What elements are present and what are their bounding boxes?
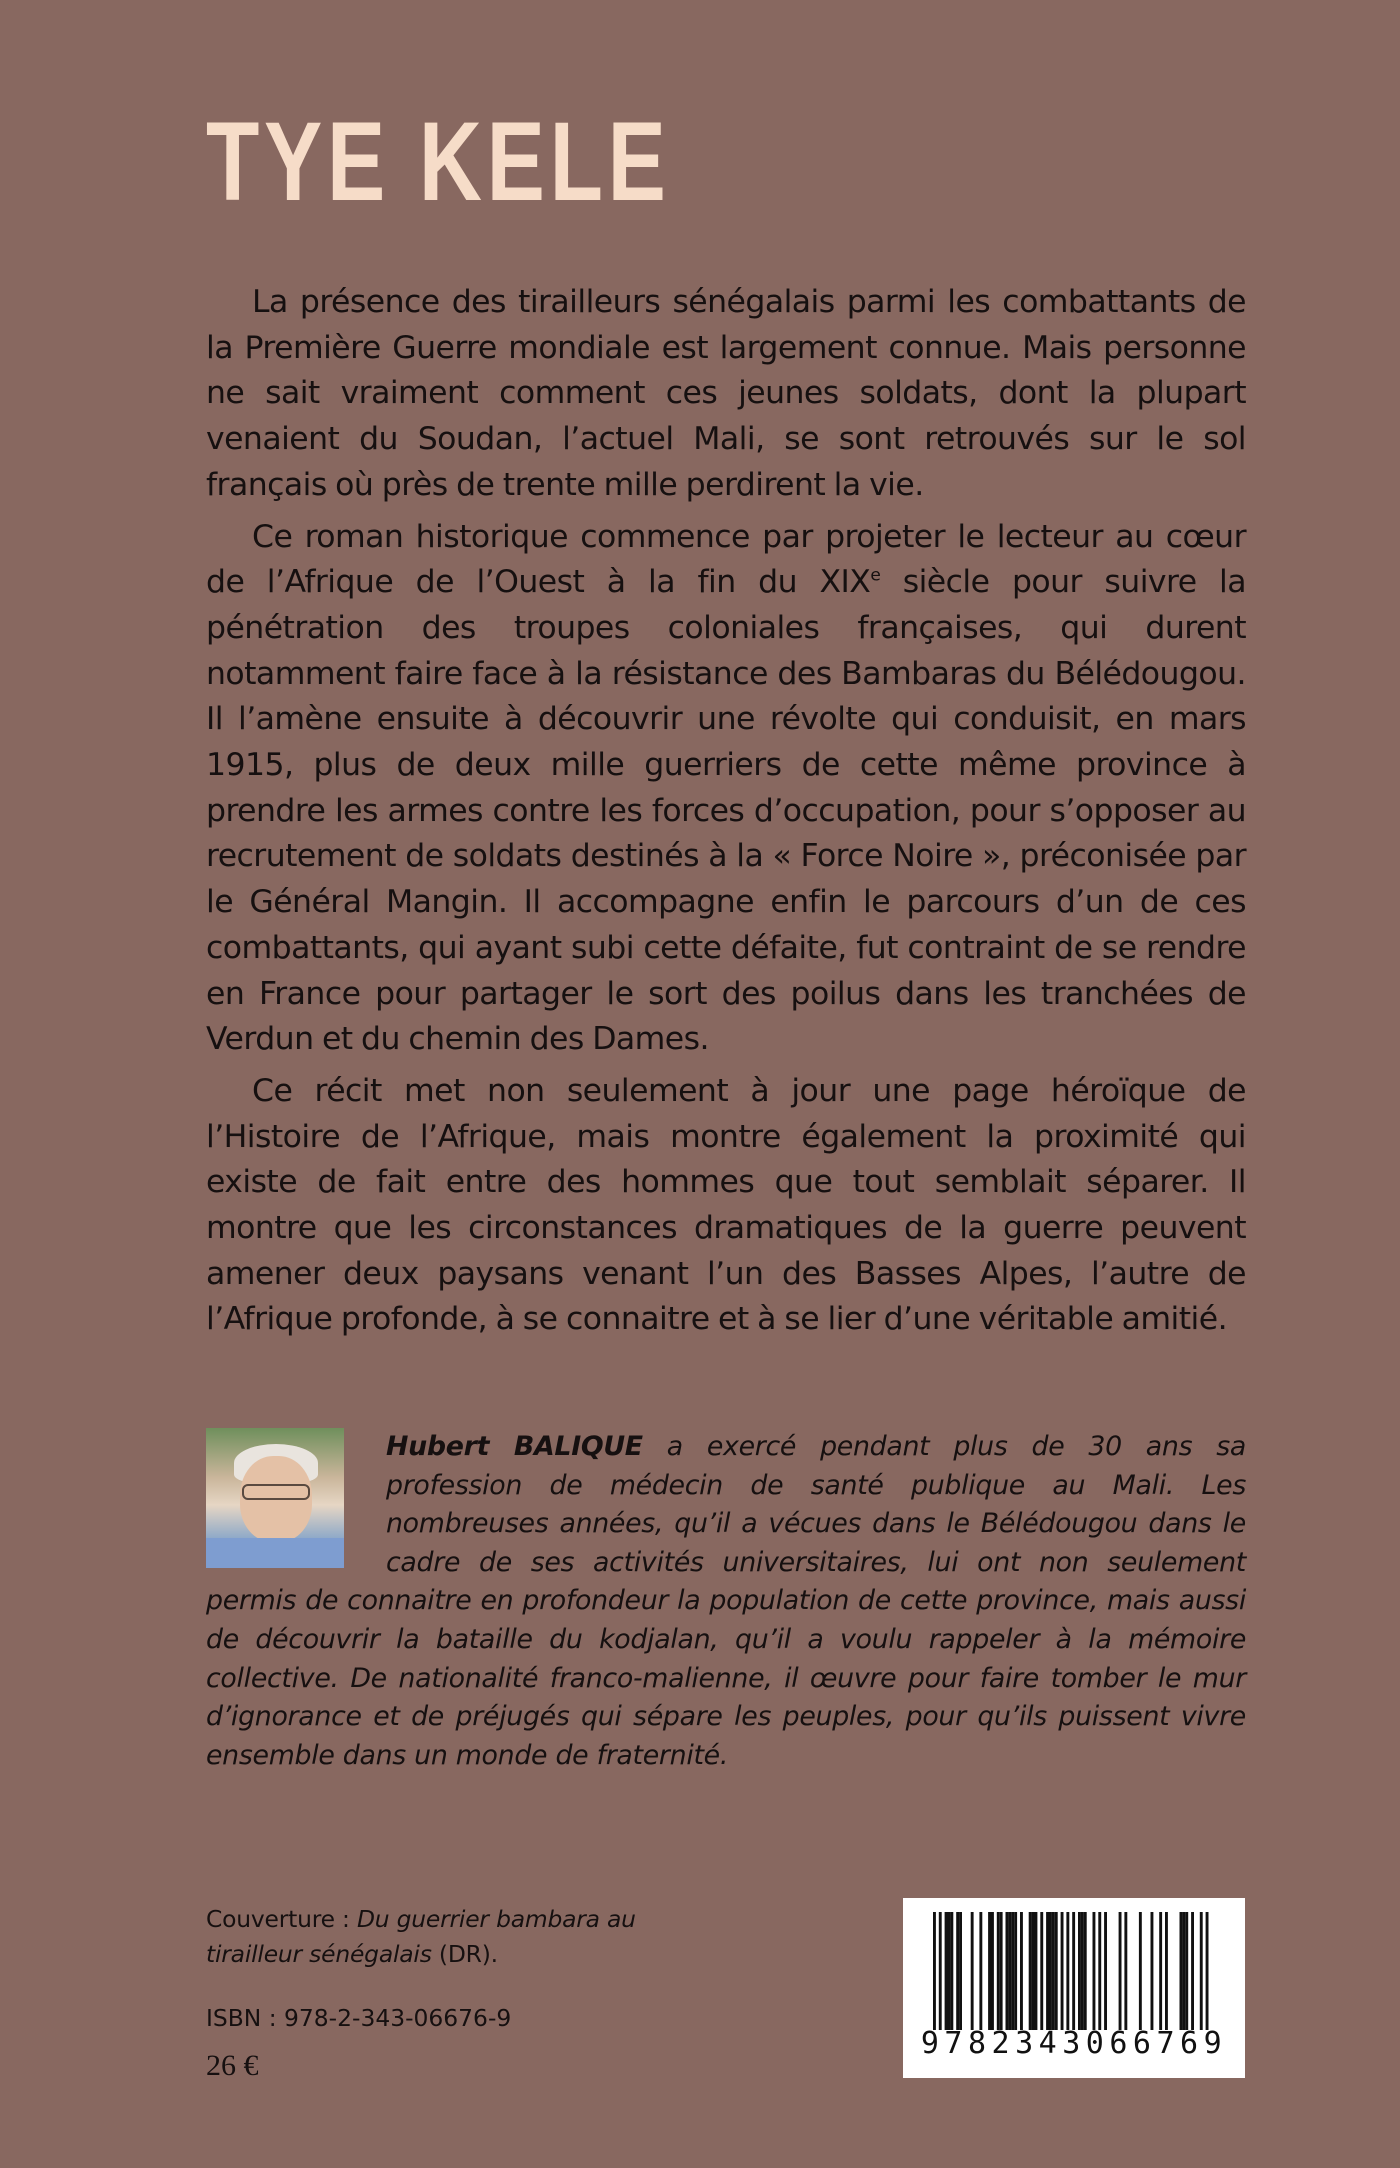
barcode-bar xyxy=(971,1912,974,2030)
barcode-bar xyxy=(1000,1912,1003,2030)
barcode-bar xyxy=(948,1912,951,2030)
barcode-digits: 9782343066769 xyxy=(920,2026,1228,2061)
author-bio-text: a exercé pendant plus de 30 ans sa profession de médecin de santé publique au Mali. Les nombreuses années, qu’il a vécues dans le Bélédougou dans le cadre de ses activités universitaires, lui ont non seulement permis de connaitre en profondeur la population de cette province, mais aussi de découvrir la bataille du kodjalan, qu’il a voulu rappeler à la mémoire collective. De nationalité franco-malienne, il œuvre pour faire tomber le mur d’ignorance et de préjugés qui sépare les peuples, pour qu’ils puissent vivre ensemble dans un monde de fraternité. xyxy=(206,1431,1246,1771)
barcode-bar xyxy=(1182,1912,1185,2030)
author-bio xyxy=(206,1428,1246,1775)
cover-credit-label: Couverture : xyxy=(206,1905,357,1933)
barcode-bar xyxy=(950,1912,953,2030)
barcode-bar xyxy=(1151,1912,1154,2030)
barcode-bar xyxy=(979,1912,982,2030)
barcode-bar xyxy=(1035,1912,1038,2030)
barcode-bar xyxy=(939,1912,942,2030)
barcode-bar xyxy=(959,1912,962,2030)
barcode-bar xyxy=(1014,1912,1017,2030)
barcode-bar xyxy=(1029,1912,1032,2030)
barcode-bar xyxy=(1185,1912,1188,2030)
barcode-bar xyxy=(1081,1912,1084,2030)
century-superscript: e xyxy=(870,565,881,586)
synopsis-paragraph: Ce récit met non seulement à jour une page héroïque de l’Histoire de l’Afrique, mais montre également la proximité qui existe de fait entre des hommes que tout semblait séparer. Il montre que les circonstances dramatiques de la guerre peuvent amener deux paysans venant l’un des Basses Alpes, l’autre de l’Afrique profonde, à se connaitre et à se lier d’une véritable amitié. xyxy=(206,1072,1246,1338)
synopsis-paragraph: La présence des tirailleurs sénégalais parmi les combattants de la Première Guerre mondiale est largement connue. Mais personne ne sait vraiment comment ces jeunes soldats, dont la plupart venaient du Soudan, l’actuel Mali, se sont retrouvés sur le sol français où près de trente mille perdirent la vie. xyxy=(206,284,1246,503)
barcode-bar xyxy=(1032,1912,1035,2030)
author-photo xyxy=(206,1428,344,1568)
cover-credit xyxy=(206,1902,676,1972)
barcode-bar xyxy=(1104,1912,1107,2030)
cover-credit-suffix: (DR). xyxy=(431,1940,498,1968)
barcode-bar xyxy=(956,1912,959,2030)
synopsis xyxy=(206,280,1246,1349)
barcode-bar xyxy=(1020,1912,1023,2030)
barcode-bar xyxy=(1159,1912,1162,2030)
barcode-bar xyxy=(1098,1912,1101,2030)
synopsis-text: Ce roman historique commence par projeter le lecteur au cœur de l’Afrique de l’Ouest à la fin du XIX xyxy=(206,518,1246,601)
barcode-bar xyxy=(933,1912,936,2030)
book-title: TYE KELE xyxy=(206,99,671,224)
barcode-bar xyxy=(1200,1912,1203,2030)
barcode-bar xyxy=(1066,1912,1069,2030)
barcode-bar xyxy=(1072,1912,1075,2030)
synopsis-text: siècle pour suivre la pénétration des troupes coloniales françaises, qui durent notamment faire face à la résistance des Bambaras du Bélédougou. Il l’amène ensuite à découvrir une révolte qui conduisit, en mars 1915, plus de deux mille guerriers de cette même province à prendre les armes contre les forces d’occupation, pour s’opposer au recrutement de soldats destinés à la « Force Noire », préconisée par le Général Mangin. Il accompagne enfin le parcours d’un de ces combattants, qui ayant subi cette défaite, fut contraint de se rendre en France pour partager le sort des poilus dans les tranchées de Verdun et du chemin des Dames. xyxy=(206,564,1246,1058)
barcode-bar xyxy=(1165,1912,1168,2030)
barcode-bar xyxy=(988,1912,991,2030)
barcode-bar xyxy=(1055,1912,1058,2030)
barcode-bar xyxy=(1052,1912,1055,2030)
barcode-bar xyxy=(1119,1912,1122,2030)
isbn: ISBN : 978-2-343-06676-9 xyxy=(206,2004,512,2032)
barcode-bar xyxy=(1006,1912,1009,2030)
barcode-bar xyxy=(1124,1912,1127,2030)
cover-credit-work: Du guerrier bambara au tirailleur sénégalais xyxy=(206,1905,636,1968)
price: 26 € xyxy=(206,2049,259,2082)
barcode xyxy=(903,1898,1245,2078)
barcode-bar xyxy=(1061,1912,1064,2030)
barcode-bar xyxy=(997,1912,1000,2030)
author-name: Hubert BALIQUE xyxy=(386,1431,643,1462)
barcode-bar xyxy=(1139,1912,1142,2030)
barcode-bar xyxy=(1093,1912,1096,2030)
barcode-bar xyxy=(1040,1912,1043,2030)
barcode-bar xyxy=(1011,1912,1014,2030)
barcode-bar xyxy=(1049,1912,1052,2030)
barcode-bar xyxy=(1191,1912,1194,2030)
barcode-bar xyxy=(1008,1912,1011,2030)
barcode-bar xyxy=(945,1912,948,2030)
barcode-bar xyxy=(1084,1912,1087,2030)
barcode-bar xyxy=(1180,1912,1183,2030)
barcode-bar xyxy=(1206,1912,1209,2030)
barcode-bar xyxy=(1078,1912,1081,2030)
barcode-bar xyxy=(991,1912,994,2030)
synopsis-paragraph xyxy=(206,515,1246,1063)
barcode-bar xyxy=(1046,1912,1049,2030)
